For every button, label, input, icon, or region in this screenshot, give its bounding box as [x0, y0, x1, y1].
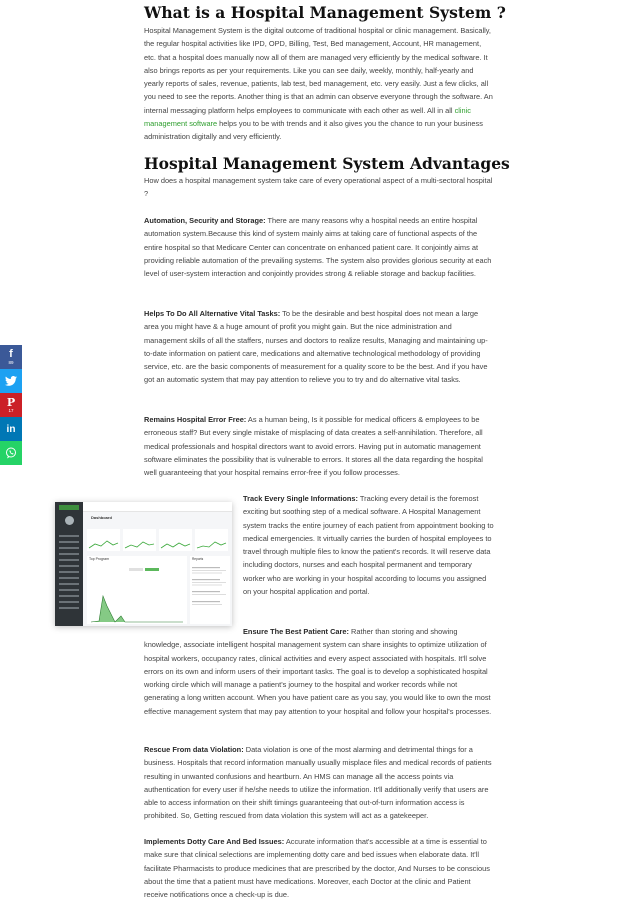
- section-title: Rescue From data Violation:: [144, 745, 244, 754]
- section-automation: [144, 214, 494, 280]
- pinterest-share-count: 17: [8, 408, 14, 413]
- dashboard-stat-cards: [87, 529, 229, 553]
- section-body: As a human being, Is it possible for medical officers & employees to be erroneous staff? But every single mistake of misplacing of data creates a self-annihilation. Therefore, all medical professionals and hospital directors want to avoid errors. Having put in automatic management software eliminates the possibility that is vulnerable to errors. It stores all the data regarding the hospital well guaranteeing that your hospital remains error-free if you follow processes.: [144, 415, 483, 478]
- dashboard-side-list: [192, 565, 228, 623]
- clinic-management-software-link[interactable]: clinic management software: [144, 105, 471, 129]
- section-dotty-care: [144, 835, 494, 901]
- section-body: Tracking every detail is the foremost exciting but soothing step of a medical software. A Hospital Management system tracks the entire journey of each patient from appointment booking to medical emergencies. It virtually carries the burden of hospital employees to travel through multiple files to know the patient's records. It will reserve data including doctors, nurses and each hospital permanent and temporary worker who are working in your hospital according to locums you assigned on your hospital application and portal.: [243, 494, 494, 597]
- section-title: Remains Hospital Error Free:: [144, 415, 247, 424]
- pinterest-share-button[interactable]: [0, 393, 22, 417]
- facebook-share-count: 89: [8, 360, 14, 365]
- section-body: Accurate information that's accessible at a time is essential to make sure that clinical selections are implementing dotty care and bed issues when elaborate data. It'll facilitate Pharmacists to produce medicines that are prescribed by the doctor, And Nurses to be conscious about the time that a patient must have medications. Moreover, each Doctor at the clinic and Patient receive notifications once a check-up is due.: [144, 837, 490, 900]
- avatar: [65, 516, 74, 525]
- section-vital-tasks: [144, 307, 494, 387]
- facebook-share-button[interactable]: [0, 345, 22, 369]
- dashboard-screenshot: [55, 502, 232, 626]
- pinterest-icon: P: [6, 396, 16, 409]
- section-patient-care: [144, 625, 494, 718]
- section-title: Implements Dotty Care And Bed Issues:: [144, 837, 285, 846]
- section-body: Rather than storing and showing knowledge, associate intelligent hospital management system can share insights to optimize utilization of hospital workers, occupancy rates, clinical activities and every aspect associated with hospitals. It'll solve errors on its own and inform users of their important tasks. The goal is to develop a sophisticated hospital working circle which will manage a patient's journey to the hospital and worker records while not generating a long written account. When you have patient care as you say, you would like to own the most effective management system that may pay attention to your hospital and follow your hospital's processes.: [144, 627, 492, 716]
- article-title: What is a Hospital Management System ?: [144, 3, 506, 22]
- dashboard-title: Dashboard: [91, 515, 112, 520]
- side-panel-title: Reports: [192, 557, 204, 561]
- twitter-share-button[interactable]: [0, 369, 22, 393]
- section-title: Track Every Single Informations:: [243, 494, 359, 503]
- twitter-icon: [5, 376, 17, 386]
- dashboard-sidebar: [55, 502, 83, 626]
- section-title: Helps To Do All Alternative Vital Tasks:: [144, 309, 281, 318]
- intro-text-1: Hospital Management System is the digital outcome of traditional hospital or clinic management. Basically, the regular hospital activities like IPD, OPD, Billing, Test, Bed management, Account, HR management, etc. that a hospital does manually now all of them are managed very efficiently by the medical software. It also brings reports as per your requirements. Like you can see daily, weekly, monthly, half-yearly and yearly reports of sales, revenue, patients, lab test, bed management, etc. very easily. Just a few clicks, all you need to see the reports. Another thing is that an admin can observe everyone through the software. An internal messaging platform helps employees to communicate with each other as well. All in all: [144, 26, 493, 115]
- facebook-icon: f: [9, 348, 13, 360]
- section-title: Ensure The Best Patient Care:: [243, 627, 349, 636]
- intro-paragraph: [144, 24, 494, 144]
- section-body: There are many reasons why a hospital needs an entire hospital automation system.Because this kind of system mainly aims at taking care of functional aspects of the entire hospital so that Medicare Center can concentrate on enhanced patient care. It conjointly aims at providing reliable automation of the prevailing systems. The system also provides glorious security at each level of user-system interaction and conjointly provides strong & reliable storage and backup facilities.: [144, 216, 492, 279]
- section-body: Data violation is one of the most alarming and detrimental things for a business. Hospitals that record information manually usually misplace files and medical records of patients resulting in unwanted confusions and heartburn. An HMS can manage all the access points via authentication for every user if he/she needs to utilize the information. It'll additionally verify that users are able to access information on their shift timings guaranteeing that out-of-turn information access is prohibited. So, Getting rescued from data violation this system will act as a gatekeeper.: [144, 745, 492, 821]
- section-track-info: [243, 492, 494, 598]
- linkedin-share-button[interactable]: [0, 417, 22, 441]
- advantages-heading: Hospital Management System Advantages: [144, 154, 510, 173]
- intro-text-2: helps you to be with trends and it also gives you the chance to run your business administration digitally and very efficiently.: [144, 119, 483, 142]
- advantages-subtitle: How does a hospital management system take care of every operational aspect of a multi-sectoral hospital ?: [144, 176, 493, 199]
- section-title: Automation, Security and Storage:: [144, 216, 266, 225]
- whatsapp-share-button[interactable]: [0, 441, 22, 465]
- whatsapp-icon: [5, 447, 17, 459]
- section-data-violation: [144, 743, 494, 823]
- panel-title: Top Program: [89, 557, 110, 561]
- linkedin-icon: in: [6, 423, 16, 435]
- section-body: To be the desirable and best hospital does not mean a large area you might have & a huge amount of profit you might gain. But the nice administration and management skills of all the staffers, nurses and doctors to realize results, Managing and maintaining up-to-date information on patient care, medications and alternative technological methodology of providing service, etc. are the basic components of measurement for a quality score to be the best. And if you have got an automatic system that may pay attention to relieve you to try and do alternative vital tasks.: [144, 309, 488, 385]
- section-error-free: [144, 413, 494, 479]
- dashboard-area-chart: [89, 566, 185, 624]
